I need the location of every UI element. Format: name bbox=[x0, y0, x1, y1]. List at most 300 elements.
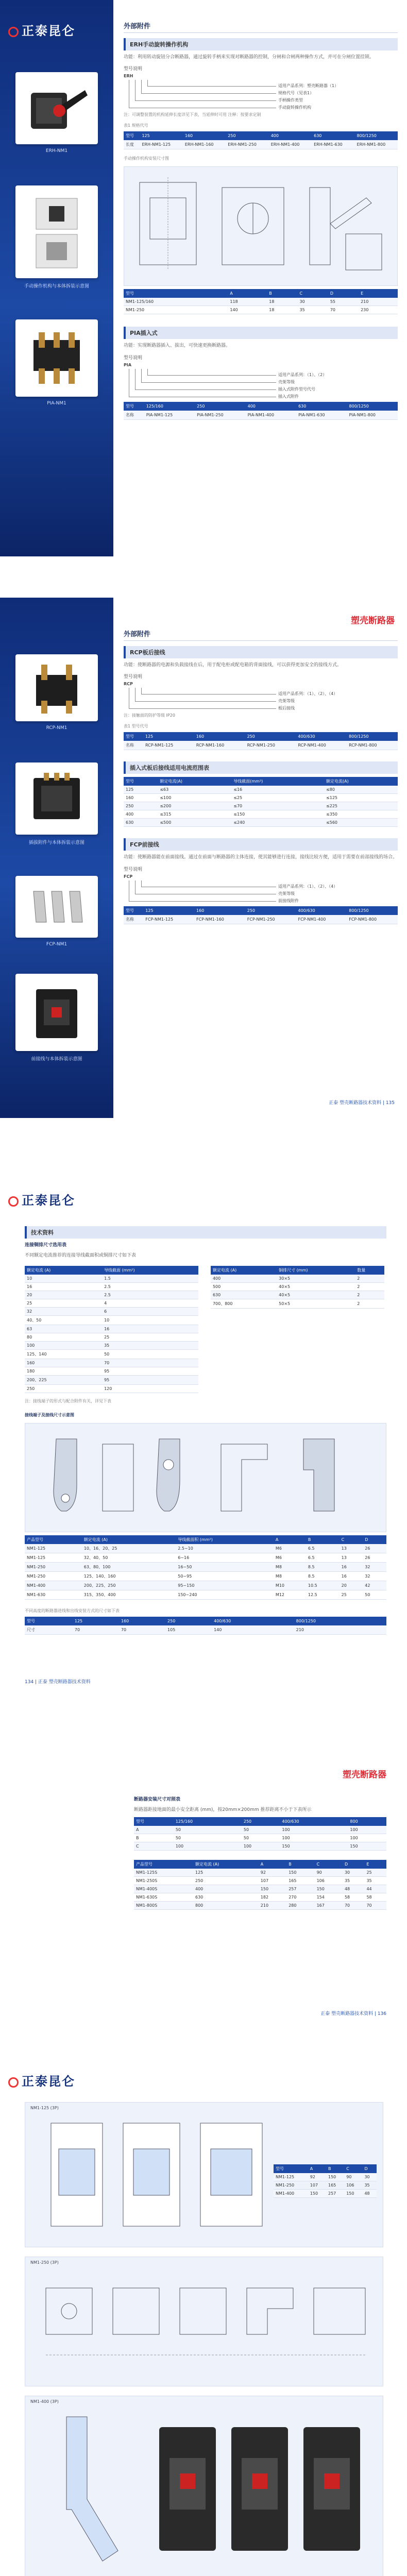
table-cell: 50 bbox=[174, 1826, 242, 1834]
table-cell: 150 bbox=[280, 1842, 348, 1850]
table-cell: 25 bbox=[102, 1333, 198, 1341]
description: 功能：使断路器能在前面接线。通过在前面与断路器的主体连接，使其能够进行连接，接线比较方便，适用于需要在前部接线的场合。 bbox=[124, 855, 398, 860]
table-cell: 63 bbox=[25, 1325, 102, 1333]
table-cell: 55 bbox=[328, 298, 359, 306]
table-cell: 95 bbox=[102, 1367, 198, 1375]
page-footer: 正泰 塑壳断路器技术资料 | 135 bbox=[329, 1100, 395, 1106]
table-caption: 表1 规格代号 bbox=[124, 123, 148, 128]
table-cell: 100 bbox=[25, 1341, 102, 1349]
table-header: 型号 bbox=[124, 906, 143, 915]
brand-name: 正泰昆仑 bbox=[22, 1193, 75, 1208]
brand-logo bbox=[8, 1190, 75, 1208]
table-cell: 25 bbox=[364, 1869, 386, 1877]
product-photo-fcp-assembly bbox=[15, 974, 98, 1051]
table-cell: 42 bbox=[363, 1581, 386, 1590]
catalog-page-3 bbox=[0, 1180, 407, 1695]
drawing-caption: 手动操作机构安装尺寸图 bbox=[124, 156, 169, 161]
table-cell: 30 bbox=[362, 2173, 377, 2181]
table-cell: NM1-250 bbox=[274, 2181, 308, 2190]
model-label: 型号说明 bbox=[124, 66, 143, 72]
product-photo-erh bbox=[15, 72, 98, 144]
table-cell: 2.5 bbox=[102, 1291, 198, 1299]
table-cell: PIA-NM1-800 bbox=[347, 411, 398, 420]
table-cell: C bbox=[134, 1842, 174, 1850]
table-cell: 名称 bbox=[124, 741, 143, 750]
section-title: 外部附件 bbox=[124, 629, 398, 641]
table-header: B bbox=[326, 2164, 344, 2173]
table-cell: 70 bbox=[343, 1901, 364, 1909]
code-label: 手动旋转操作机构 bbox=[278, 105, 311, 110]
table-cell: 140 bbox=[212, 1625, 294, 1635]
table-header: 250 bbox=[245, 732, 296, 741]
model-code-diagram bbox=[124, 874, 398, 903]
page-footer: 正泰 塑壳断路器技术资料 | 136 bbox=[320, 2011, 386, 2016]
table-cell: 150 bbox=[326, 2173, 344, 2181]
table-cell: FCP-NM1-250 bbox=[245, 915, 296, 924]
table-cell: 154 bbox=[315, 1893, 343, 1901]
table-cell: PIA-NM1-125 bbox=[144, 411, 195, 420]
table-header: 400 bbox=[246, 402, 296, 411]
model-code: ERH bbox=[124, 74, 133, 79]
table-cell: 10、16、20、25 bbox=[82, 1544, 176, 1553]
table-row bbox=[124, 794, 398, 802]
table-header: 铜排尺寸 (mm) bbox=[277, 1266, 355, 1275]
table-header: 数量 bbox=[355, 1266, 384, 1275]
table-row bbox=[25, 1625, 386, 1635]
table-header: 型号 bbox=[124, 131, 140, 140]
table-cell: 58 bbox=[364, 1893, 386, 1901]
table-row bbox=[25, 1299, 198, 1307]
page-content bbox=[124, 608, 398, 924]
table-cell: ≤200 bbox=[158, 802, 231, 810]
table-cell: 250 bbox=[193, 1876, 259, 1885]
table-row bbox=[25, 1315, 198, 1325]
table-cell: 230 bbox=[359, 306, 398, 314]
page-gap bbox=[0, 1695, 407, 1757]
photo-caption: 插拔附件与本体拆装示意图 bbox=[28, 840, 84, 845]
table-row bbox=[274, 2181, 377, 2190]
brand-logo bbox=[8, 21, 75, 39]
table-cell: 107 bbox=[259, 1876, 286, 1885]
table-cell: NM1-630 bbox=[25, 1590, 82, 1599]
table-cell: 6 bbox=[102, 1307, 198, 1315]
table-row bbox=[25, 1375, 198, 1384]
safety-distance-table bbox=[134, 1817, 386, 1851]
table-header: 额定电流 (A) bbox=[193, 1860, 259, 1869]
table-cell: ERH-NM1-250 bbox=[226, 140, 268, 149]
table-cell: 50×5 bbox=[277, 1299, 355, 1308]
table-cell: 150 bbox=[286, 1869, 314, 1877]
table-row bbox=[25, 1325, 198, 1333]
table-cell: 2 bbox=[355, 1299, 384, 1308]
code-label: 板后接线 bbox=[278, 706, 295, 711]
table-cell: 13 bbox=[340, 1544, 363, 1553]
table-cell: 13 bbox=[340, 1553, 363, 1562]
table-cell: 8.5 bbox=[306, 1562, 340, 1571]
table-header: 型号 bbox=[124, 777, 158, 786]
table-header: 产品型号 bbox=[134, 1860, 193, 1869]
table-cell: 2.5 bbox=[102, 1282, 198, 1291]
table-row bbox=[211, 1282, 384, 1291]
sidebar-panel bbox=[0, 0, 113, 556]
table-cell: RCP-NM1-400 bbox=[296, 741, 347, 750]
erh-installation-drawing bbox=[124, 166, 398, 286]
table-cell: 6.5 bbox=[306, 1544, 340, 1553]
table-cell: ≤315 bbox=[158, 810, 231, 819]
table-header: A bbox=[228, 289, 267, 298]
table-cell: 16 bbox=[102, 1325, 198, 1333]
table-cell: ≤500 bbox=[158, 819, 231, 827]
table-row bbox=[124, 819, 398, 827]
table-cell: 150 bbox=[259, 1885, 286, 1893]
table-header: 800/1250 bbox=[294, 1617, 386, 1625]
table-cell: 106 bbox=[315, 1876, 343, 1885]
table-header: 125 bbox=[140, 131, 182, 140]
code-label: 壳架等级 bbox=[278, 891, 295, 896]
table-row bbox=[134, 1876, 386, 1885]
table-cell: 200、225、250 bbox=[82, 1581, 176, 1590]
table-header: 160 bbox=[194, 732, 245, 741]
page-gap bbox=[0, 2025, 407, 2061]
description: 功能：使断路器的电源和负载接线在后，用于配电柜或配电箱的背面接线，可以获得更加安全的接线方式。 bbox=[124, 663, 342, 668]
code-label: 壳架等级 bbox=[278, 379, 295, 384]
table-cell: 18 bbox=[267, 306, 297, 314]
table-row bbox=[25, 1359, 198, 1367]
table-header: C bbox=[344, 2164, 362, 2173]
table-header: A bbox=[308, 2164, 326, 2173]
table-cell: ≤240 bbox=[231, 819, 324, 827]
model-code: FCP bbox=[124, 874, 133, 879]
table-header: 125/160 bbox=[174, 1817, 242, 1826]
table-cell: ERH-NM1-160 bbox=[183, 140, 226, 149]
drawing-caption: NM1-125 (3P) bbox=[30, 2106, 59, 2110]
table-header: 400/630 bbox=[296, 732, 347, 741]
table-header: 400 bbox=[269, 131, 312, 140]
description: 功能：实现断路器插入、拔出，可快速更换断路器。 bbox=[124, 343, 231, 349]
table-cell: 16~50 bbox=[176, 1562, 274, 1571]
table-cell: 125、140 bbox=[25, 1349, 102, 1359]
table-cell: 32 bbox=[25, 1307, 102, 1315]
table-cell: 26 bbox=[363, 1553, 386, 1562]
table-cell: 8.5 bbox=[306, 1571, 340, 1581]
table-cell: NM1-800S bbox=[134, 1901, 193, 1909]
model-code-diagram bbox=[124, 363, 398, 399]
table-cell: M12 bbox=[274, 1590, 306, 1599]
table-header: 型号 bbox=[124, 402, 144, 411]
table-cell: M6 bbox=[274, 1553, 306, 1562]
drawing-caption: NM1-250 (3P) bbox=[30, 2260, 59, 2265]
table-cell: NM1-125 bbox=[274, 2173, 308, 2181]
table-header: C bbox=[298, 289, 328, 298]
table-cell: 40、50 bbox=[25, 1315, 102, 1325]
table-header: D bbox=[328, 289, 359, 298]
model-label: 型号说明 bbox=[124, 867, 143, 872]
table-cell: 58 bbox=[343, 1893, 364, 1901]
table-header: 导线截面 (mm²) bbox=[102, 1266, 198, 1275]
table-cell: 120 bbox=[102, 1384, 198, 1393]
table-cell: 125 bbox=[124, 786, 158, 794]
table-header: 导线截面积 (mm²) bbox=[176, 1535, 274, 1544]
table-header: 125 bbox=[73, 1617, 119, 1625]
table-cell: 105 bbox=[165, 1625, 212, 1635]
photo-caption: RCP-NM1 bbox=[46, 725, 67, 731]
code-label: 插入式附件 bbox=[278, 394, 299, 399]
table-cell: 125 bbox=[193, 1869, 259, 1877]
table-cell: 200、225 bbox=[25, 1375, 102, 1384]
table-cell: ≤125 bbox=[324, 794, 398, 802]
erh-spec-table bbox=[124, 131, 398, 149]
table-cell: 30 bbox=[298, 298, 328, 306]
table-cell: ≤70 bbox=[231, 802, 324, 810]
table-cell: 50 bbox=[102, 1349, 198, 1359]
table-cell: 长度 bbox=[124, 140, 140, 149]
table-row bbox=[25, 1571, 386, 1581]
table-row bbox=[25, 1291, 198, 1299]
table-row bbox=[124, 786, 398, 794]
table-cell: NM1-250 bbox=[25, 1562, 82, 1571]
table-header: 250 bbox=[245, 906, 296, 915]
table-header: E bbox=[359, 289, 398, 298]
table-cell: 315、350、400 bbox=[82, 1590, 176, 1599]
table-header: 125 bbox=[143, 732, 194, 741]
table-header: 125/160 bbox=[144, 402, 195, 411]
page-content bbox=[134, 1793, 386, 1910]
table-cell: A bbox=[134, 1826, 174, 1834]
table-header: 型号 bbox=[124, 289, 228, 298]
table-cell: 26 bbox=[363, 1544, 386, 1553]
table-cell: M6 bbox=[274, 1544, 306, 1553]
table-row bbox=[134, 1842, 386, 1850]
side-dimension-table bbox=[274, 2164, 377, 2198]
table-cell: ≤100 bbox=[158, 794, 231, 802]
product-photo-fcp bbox=[15, 876, 98, 938]
drawing-caption: 接线端子及接线尺寸示意图 bbox=[25, 1412, 74, 1417]
code-label: 适用产品系列：（1）、（2） bbox=[278, 372, 327, 377]
sidebar-panel bbox=[0, 598, 113, 1118]
table-cell: 630 bbox=[211, 1291, 277, 1299]
note: 注：接线端子的形式与配合附件有关，详见下表 bbox=[25, 1398, 111, 1403]
table-cell: 16 bbox=[340, 1562, 363, 1571]
pia-spec-table bbox=[124, 402, 398, 420]
table-cell: 35 bbox=[298, 306, 328, 314]
table-row bbox=[25, 1544, 386, 1553]
table-cell: RCP-NM1-160 bbox=[194, 741, 245, 750]
table-cell: 50 bbox=[174, 1834, 242, 1842]
table-cell: 尺寸 bbox=[25, 1625, 73, 1635]
table-header: 型号 bbox=[134, 1817, 174, 1826]
page-content bbox=[124, 0, 398, 420]
table-cell: 500 bbox=[211, 1282, 277, 1291]
table-row bbox=[274, 2190, 377, 2198]
table-cell: 12.5 bbox=[306, 1590, 340, 1599]
table-header: B bbox=[267, 289, 297, 298]
table-cell: NM1-250 bbox=[25, 1571, 82, 1581]
table-cell: NM1-400 bbox=[25, 1581, 82, 1590]
table-cell: 50~95 bbox=[176, 1571, 274, 1581]
table-cell: 35 bbox=[364, 1876, 386, 1885]
code-label: 适用产品系列：（1）、（2）、（4） bbox=[278, 691, 338, 697]
table-header: 产品型号 bbox=[25, 1535, 82, 1544]
table-row bbox=[124, 411, 398, 420]
table-row bbox=[124, 298, 398, 306]
table-header: 250 bbox=[242, 1817, 280, 1826]
table-cell: 92 bbox=[308, 2173, 326, 2181]
model-code-diagram bbox=[124, 74, 398, 110]
table-cell: 257 bbox=[326, 2190, 344, 2198]
terminal-drawing bbox=[25, 1423, 386, 1532]
table-row bbox=[25, 1307, 198, 1315]
table-cell: 150 bbox=[348, 1842, 386, 1850]
subsection-title-erh: ERH手动旋转操作机构 bbox=[124, 38, 398, 50]
table-cell: NM1-630S bbox=[134, 1893, 193, 1901]
table-row bbox=[211, 1275, 384, 1283]
table-cell: RCP-NM1-125 bbox=[143, 741, 194, 750]
table-cell: NM1-250S bbox=[134, 1876, 193, 1885]
table-cell: 150 bbox=[344, 2190, 362, 2198]
table-header: A bbox=[274, 1535, 306, 1544]
table-header: D bbox=[363, 1535, 386, 1544]
table-row bbox=[134, 1901, 386, 1909]
table-cell: 70 bbox=[73, 1625, 119, 1635]
table-header: C bbox=[340, 1535, 363, 1544]
table-header: 160 bbox=[183, 131, 226, 140]
model-label: 型号说明 bbox=[124, 355, 143, 361]
table-header: 型号 bbox=[274, 2164, 308, 2173]
table-header: 125 bbox=[143, 906, 194, 915]
table-cell: ERH-NM1-630 bbox=[312, 140, 354, 149]
page-gap bbox=[0, 1118, 407, 1180]
table-cell: 70 bbox=[328, 306, 359, 314]
table-cell: 50 bbox=[242, 1834, 280, 1842]
table-cell: 125、140、160 bbox=[82, 1571, 176, 1581]
code-label: 适用产品系列：（1）、（2）、（4） bbox=[278, 884, 338, 889]
table-cell: 50 bbox=[242, 1826, 280, 1834]
table-cell: 20 bbox=[340, 1581, 363, 1590]
table-cell: ERH-NM1-400 bbox=[269, 140, 312, 149]
table-row bbox=[211, 1291, 384, 1299]
table-cell: 250 bbox=[124, 802, 158, 810]
table-cell: 92 bbox=[259, 1869, 286, 1877]
table-cell: 32、40、50 bbox=[82, 1553, 176, 1562]
description: 断路器距接地面的最小安全距离 (mm)，按20mm×200mm 推荐距离不小于下表所示 bbox=[134, 1807, 312, 1813]
table-cell: 32 bbox=[363, 1571, 386, 1581]
table-cell: 2 bbox=[355, 1291, 384, 1299]
table-row bbox=[25, 1553, 386, 1562]
subsection-title-insert: 插入式板后接线适用电流范围表 bbox=[124, 761, 398, 774]
photo-caption: ERH-NM1 bbox=[45, 148, 68, 154]
table-cell: NM1-400S bbox=[134, 1885, 193, 1893]
table-cell: 165 bbox=[286, 1876, 314, 1885]
description: 功能：利用转动旋钮分合断路器，通过旋转手柄来实现对断路器的控制，分闸和合闸两种操作方式，并可在分闸位置挂锁。 bbox=[124, 55, 375, 60]
table-row bbox=[134, 1885, 386, 1893]
table-cell: FCP-NM1-400 bbox=[296, 915, 347, 924]
table-header: 160 bbox=[194, 906, 245, 915]
table-cell: 35 bbox=[102, 1341, 198, 1349]
table-cell: 63、80、100 bbox=[82, 1562, 176, 1571]
table-row bbox=[124, 802, 398, 810]
table-header: 250 bbox=[165, 1617, 212, 1625]
table-cell: 250 bbox=[25, 1384, 102, 1393]
description: 不同额定电流推荐的连接导线截面积或铜排尺寸如下表 bbox=[25, 1253, 137, 1259]
table-cell: 165 bbox=[326, 2181, 344, 2190]
brand-logo bbox=[8, 2071, 75, 2089]
page-footer: 134 | 正泰 塑壳断路器技术资料 bbox=[25, 1680, 91, 1685]
table-header: B bbox=[286, 1860, 314, 1869]
product-photo-pia bbox=[15, 319, 98, 397]
table-cell: 90 bbox=[344, 2173, 362, 2181]
breaker-outline-drawing-3 bbox=[25, 2396, 383, 2576]
connection-table bbox=[25, 1535, 386, 1600]
table-row bbox=[124, 140, 398, 149]
table-cell: B bbox=[134, 1834, 174, 1842]
description: 断路器安装尺寸对照表 bbox=[134, 1797, 181, 1802]
table-header: 型号 bbox=[124, 732, 143, 741]
table-cell: RCP-NM1-250 bbox=[245, 741, 296, 750]
table-cell: 160 bbox=[25, 1359, 102, 1367]
table-cell: 2 bbox=[355, 1282, 384, 1291]
table-header: 导线截面(mm²) bbox=[231, 777, 324, 786]
table-cell: 100 bbox=[348, 1834, 386, 1842]
table-cell: 95 bbox=[102, 1375, 198, 1384]
main-dimension-table bbox=[134, 1860, 386, 1910]
insert-range-table bbox=[124, 777, 398, 827]
code-label: 适用产品系列：塑壳断路器（1） bbox=[278, 83, 339, 89]
table-cell: 48 bbox=[362, 2190, 377, 2198]
fcp-spec-table bbox=[124, 906, 398, 924]
table-cell: 150 bbox=[315, 1885, 343, 1893]
table-cell: FCP-NM1-800 bbox=[347, 915, 398, 924]
table-header: 800/1250 bbox=[347, 906, 398, 915]
table-row bbox=[124, 741, 398, 750]
table-cell: ≤350 bbox=[324, 810, 398, 819]
table-cell: 10.5 bbox=[306, 1581, 340, 1590]
table-header: 250 bbox=[195, 402, 245, 411]
table-header: 800/1250 bbox=[355, 131, 398, 140]
table-cell: 35 bbox=[362, 2181, 377, 2190]
subsection-title-rcp: RCP板后接线 bbox=[124, 646, 398, 658]
table-cell: 6~16 bbox=[176, 1553, 274, 1562]
table-row bbox=[134, 1826, 386, 1834]
model-code: PIA bbox=[124, 362, 132, 367]
table-cell: 100 bbox=[280, 1834, 348, 1842]
table-header: E bbox=[364, 1860, 386, 1869]
wire-tables bbox=[25, 1263, 386, 1393]
table-row bbox=[25, 1367, 198, 1375]
table-cell: 70 bbox=[119, 1625, 165, 1635]
table-cell: 1.5 bbox=[102, 1275, 198, 1283]
table-header: 额定电流 (A) bbox=[82, 1535, 176, 1544]
table-cell: 25 bbox=[25, 1299, 102, 1307]
breaker-outline-drawing-1 bbox=[25, 2102, 383, 2247]
table-header: 630 bbox=[296, 402, 347, 411]
table-cell: 630 bbox=[193, 1893, 259, 1901]
table-cell: 180 bbox=[25, 1367, 102, 1375]
table-header: D bbox=[343, 1860, 364, 1869]
table-header: 400/630 bbox=[212, 1617, 294, 1625]
subsection-title-pia: PIA插入式 bbox=[124, 327, 398, 339]
table-cell: 210 bbox=[359, 298, 398, 306]
table-cell: NM1-400 bbox=[274, 2190, 308, 2198]
table-cell: ≤560 bbox=[324, 819, 398, 827]
table-cell: PIA-NM1-400 bbox=[246, 411, 296, 420]
subsection-title-fcp: FCP前接线 bbox=[124, 838, 398, 851]
table-header: 800/1250 bbox=[347, 732, 398, 741]
table-cell: ≤63 bbox=[158, 786, 231, 794]
table-cell: ≤25 bbox=[231, 794, 324, 802]
table-caption: 表1 型号代号 bbox=[124, 724, 148, 729]
height-table bbox=[25, 1617, 386, 1635]
table-cell: 100 bbox=[280, 1826, 348, 1834]
